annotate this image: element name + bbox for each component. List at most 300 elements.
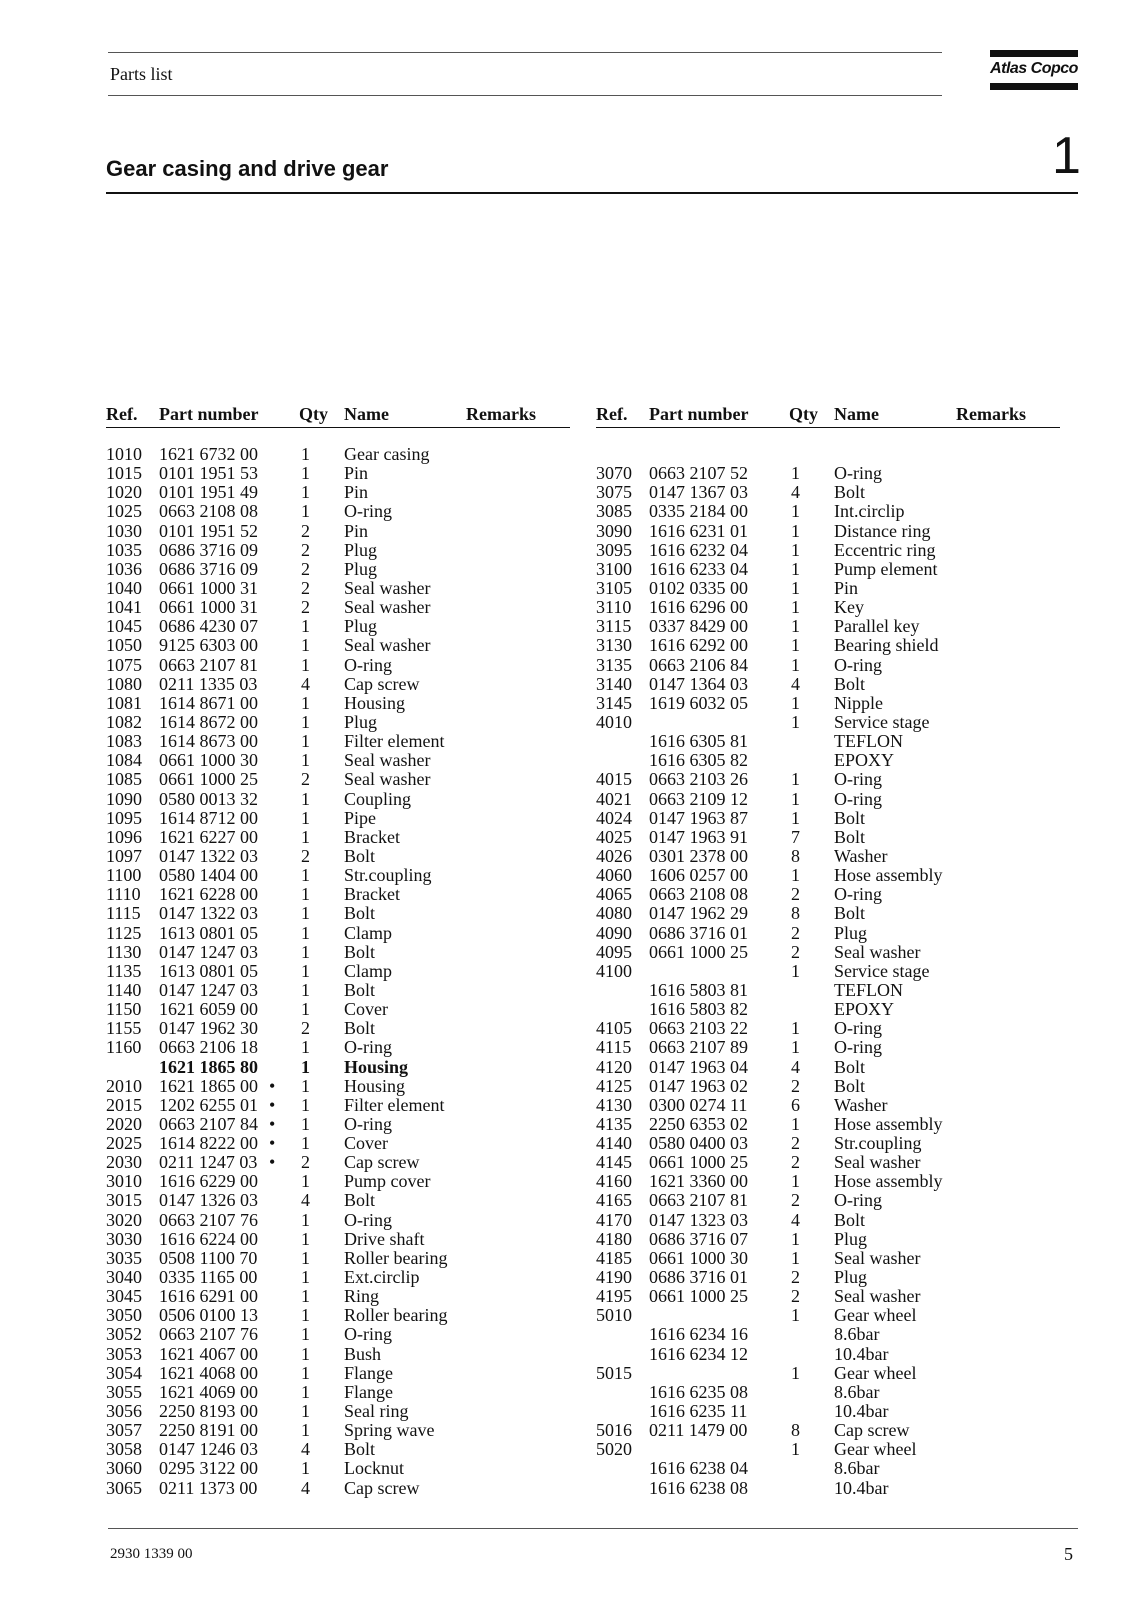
table-row [106,617,586,636]
cell-name: Pin [344,482,369,503]
cell-part-number: 0661 1000 31 [159,577,258,598]
cell-qty: 1 [301,750,310,771]
cell-part-number: 0663 2107 81 [649,1190,748,1211]
cell-ref: 3140 [596,673,632,694]
cell-name: EPOXY [834,750,895,771]
cell-part-number: 1616 6305 82 [649,750,748,771]
cell-ref: 1084 [106,750,142,771]
cell-ref: 4105 [596,1018,632,1039]
table-row [106,1019,586,1038]
cell-name: Locknut [344,1458,404,1479]
cell-part-number: 0580 1404 00 [159,865,258,886]
cell-part-number: 0147 1367 03 [649,482,748,503]
cell-qty: 1 [791,501,800,522]
table-row [106,464,586,483]
cell-ref: 2025 [106,1133,142,1154]
cell-name: Plug [344,558,378,579]
cell-ref: 3100 [596,558,632,579]
table-row [596,1345,1076,1364]
cell-part-number: 0661 1000 25 [649,1152,748,1173]
cell-name: 10.4bar [834,1343,889,1364]
table-row [596,1077,1076,1096]
cell-part-number: 0663 2108 08 [649,884,748,905]
cell-name: Gear wheel [834,1305,917,1326]
table-row [596,847,1076,866]
cell-name: Pin [344,463,369,484]
cell-ref: 1080 [106,673,142,694]
cell-part-number: 0147 1326 03 [159,1190,258,1211]
table-row [596,656,1076,675]
cell-ref: 2020 [106,1113,142,1134]
cell-ref: 4165 [596,1190,632,1211]
cell-part-number: 1616 5803 82 [649,999,748,1020]
table-row [106,732,586,751]
cell-part-number: 1616 6229 00 [159,1171,258,1192]
cell-ref: 3135 [596,654,632,675]
cell-ref: 3015 [106,1190,142,1211]
cell-part-number: 0663 2106 18 [159,1037,258,1058]
cell-name: Plug [344,711,378,732]
table-row [596,866,1076,885]
cell-part-number: 0661 1000 31 [159,597,258,618]
cell-name: Plug [834,1267,868,1288]
cell-qty: 2 [301,845,310,866]
cell-name: Plug [344,539,378,560]
header-bottom-rule [108,95,942,96]
cell-ref: 1140 [106,979,142,1000]
cell-name: Bolt [834,903,866,924]
cell-name: Str.coupling [344,865,432,886]
cell-ref: 4100 [596,960,632,981]
cell-qty: 4 [301,1477,310,1498]
cell-name: O-ring [344,1324,392,1345]
table-row [106,790,586,809]
cell-ref: 3105 [596,577,632,598]
cell-qty: 7 [791,826,800,847]
cell-ref: 4120 [596,1056,632,1077]
cell-qty: 1 [301,826,310,847]
table-row [106,1134,586,1153]
cell-name: Cap screw [834,1420,910,1441]
cell-ref: 4090 [596,922,632,943]
table-row [596,1383,1076,1402]
table-row [106,885,586,904]
cell-part-number: 1613 0801 05 [159,922,258,943]
cell-part-number: 0686 3716 09 [159,558,258,579]
table-row [596,1172,1076,1191]
cell-qty: 1 [791,654,800,675]
table-row [106,1230,586,1249]
cell-name: Parallel key [834,616,920,637]
cell-name: Seal ring [344,1401,409,1422]
cell-name: O-ring [344,1209,392,1230]
cell-name: Seal washer [834,941,921,962]
cell-ref: 1082 [106,711,142,732]
cell-qty: 1 [791,1362,800,1383]
cell-qty: 1 [301,941,310,962]
cell-ref: 3030 [106,1228,142,1249]
cell-ref: 1025 [106,501,142,522]
table-row [106,579,586,598]
cell-name: Bracket [344,826,400,847]
cell-ref: 2030 [106,1152,142,1173]
cell-qty: 1 [301,1324,310,1345]
cell-ref: 4195 [596,1286,632,1307]
cell-name: Seal washer [834,1286,921,1307]
cell-qty: 1 [791,769,800,790]
cell-qty: 1 [301,1286,310,1307]
cell-ref: 1041 [106,597,142,618]
cell-part-number: 0663 2107 52 [649,463,748,484]
cell-qty: 1 [301,1056,310,1077]
cell-qty: 2 [791,922,800,943]
cell-part-number: 1616 6291 00 [159,1286,258,1307]
cell-ref: 3075 [596,482,632,503]
cell-ref: 3065 [106,1477,142,1498]
cell-name: Bolt [344,903,376,924]
cell-qty: 4 [301,673,310,694]
cell-part-number: 0147 1247 03 [159,941,258,962]
cell-name: Roller bearing [344,1305,448,1326]
table-row [106,1421,586,1440]
cell-name: Ring [344,1286,380,1307]
cell-qty: 1 [791,463,800,484]
left-header-ref: Ref. [106,404,138,424]
cell-part-number: 1619 6032 05 [649,692,748,713]
footer-rule [108,1528,1078,1529]
cell-qty: 1 [301,1381,310,1402]
cell-part-number: 0661 1000 25 [159,769,258,790]
table-row [596,1115,1076,1134]
left-parts-table [106,445,586,1498]
cell-part-number: 1614 8672 00 [159,711,258,732]
cell-qty: 2 [791,1133,800,1154]
cell-ref: 3040 [106,1267,142,1288]
cell-part-number: 0101 1951 53 [159,463,258,484]
cell-name: TEFLON [834,979,903,1000]
cell-part-number: 0147 1962 30 [159,1018,258,1039]
cell-ref: 1090 [106,788,142,809]
table-row [596,636,1076,655]
cell-part-number: 0661 1000 25 [649,941,748,962]
cell-name: Service stage [834,960,930,981]
cell-part-number: 1616 6234 12 [649,1343,748,1364]
left-header-name: Name [344,404,389,424]
cell-qty: 1 [301,1458,310,1479]
table-row [596,1191,1076,1210]
cell-qty: 1 [791,635,800,656]
cell-qty: 1 [301,1228,310,1249]
cell-part-number: 1614 8671 00 [159,692,258,713]
cell-part-number: 0147 1963 04 [649,1056,748,1077]
table-row [106,1115,586,1134]
cell-name: Pin [834,577,859,598]
cell-name: Bolt [344,845,376,866]
table-row [106,1402,586,1421]
right-header-remarks: Remarks [956,404,1026,424]
cell-name: Housing [344,1075,406,1096]
cell-name: Bolt [834,1209,866,1230]
cell-part-number: 0663 2103 22 [649,1018,748,1039]
cell-ref: 1050 [106,635,142,656]
cell-name: O-ring [834,1018,882,1039]
logo-wordmark: Atlas Copco [990,60,1078,77]
cell-qty: 1 [301,1075,310,1096]
cell-ref: 5016 [596,1420,632,1441]
table-row [596,1325,1076,1344]
cell-ref: 4095 [596,941,632,962]
table-row [596,617,1076,636]
cell-qty: 1 [301,1362,310,1383]
cell-ref: 3010 [106,1171,142,1192]
cell-qty: 2 [301,577,310,598]
table-row [106,675,586,694]
cell-name: Cap screw [344,673,420,694]
table-row [596,1230,1076,1249]
cell-ref: 4125 [596,1075,632,1096]
cell-part-number: 1616 6292 00 [649,635,748,656]
cell-name: Clamp [344,960,392,981]
cell-ref: 3052 [106,1324,142,1345]
table-row [596,790,1076,809]
table-row [596,1459,1076,1478]
cell-part-number: 0101 1951 49 [159,482,258,503]
cell-part-number: 0663 2107 76 [159,1324,258,1345]
table-row [106,1038,586,1057]
cell-qty: 1 [301,692,310,713]
right-header-name: Name [834,404,879,424]
cell-ref: 1083 [106,731,142,752]
cell-ref: 3070 [596,463,632,484]
cell-qty: 1 [791,1171,800,1192]
left-header-rule [106,427,570,428]
cell-name: 8.6bar [834,1324,880,1345]
table-row [596,1134,1076,1153]
cell-name: Filter element [344,731,445,752]
cell-name: Int.circlip [834,501,905,522]
table-row [596,675,1076,694]
cell-qty: 1 [301,711,310,732]
cell-name: Bolt [834,1056,866,1077]
cell-part-number: 0211 1335 03 [159,673,258,694]
chapter-number: 1 [1052,127,1081,185]
table-row [106,1058,586,1077]
cell-ref: 5020 [596,1439,632,1460]
cell-part-number: 1621 6059 00 [159,999,258,1020]
table-row [106,924,586,943]
cell-qty: 1 [301,884,310,905]
table-row [596,1364,1076,1383]
cell-qty: 1 [791,558,800,579]
cell-name: O-ring [834,788,882,809]
cell-part-number: 0663 2106 84 [649,654,748,675]
cell-qty: 1 [791,539,800,560]
cell-part-number: 0663 2107 84 [159,1113,258,1134]
cell-name: Bolt [344,979,376,1000]
cell-ref: 4065 [596,884,632,905]
table-row [106,502,586,521]
table-row [596,445,1076,464]
cell-name: Distance ring [834,520,931,541]
cell-part-number: 0211 1479 00 [649,1420,748,1441]
cell-part-number: 1616 6232 04 [649,539,748,560]
cell-ref: 1160 [106,1037,142,1058]
cell-name: Bolt [834,482,866,503]
cell-qty: 2 [791,1286,800,1307]
cell-qty: 1 [791,597,800,618]
cell-qty: 1 [301,1247,310,1268]
cell-qty: 1 [791,1228,800,1249]
cell-marker: • [269,1094,276,1115]
cell-part-number: 0102 0335 00 [649,577,748,598]
cell-part-number: 0147 1247 03 [159,979,258,1000]
cell-qty: 1 [301,654,310,675]
cell-ref: 3035 [106,1247,142,1268]
cell-qty: 1 [791,577,800,598]
table-row [106,809,586,828]
table-row [106,1306,586,1325]
cell-name: TEFLON [834,731,903,752]
cell-part-number: 0101 1951 52 [159,520,258,541]
table-row [596,1058,1076,1077]
table-row [106,694,586,713]
cell-name: Plug [834,922,868,943]
cell-ref: 3050 [106,1305,142,1326]
cell-part-number: 2250 8193 00 [159,1401,258,1422]
table-row [106,1153,586,1172]
cell-name: Seal washer [834,1247,921,1268]
table-row [596,924,1076,943]
cell-part-number: 0335 2184 00 [649,501,748,522]
cell-marker: • [269,1075,276,1096]
table-row [106,981,586,1000]
cell-qty: 1 [301,788,310,809]
cell-part-number: 1616 6234 16 [649,1324,748,1345]
cell-name: Cover [344,1133,388,1154]
table-row [596,904,1076,923]
cell-qty: 1 [791,1439,800,1460]
cell-part-number: 1621 6732 00 [159,444,258,464]
cell-name: Bolt [344,1190,376,1211]
table-row [106,1440,586,1459]
cell-qty: 1 [301,616,310,637]
table-row [596,962,1076,981]
right-header-ref: Ref. [596,404,628,424]
right-header-qty: Qty [789,404,818,424]
cell-part-number: 0147 1364 03 [649,673,748,694]
cell-name: Bolt [834,673,866,694]
cell-ref: 3115 [596,616,632,637]
cell-qty: 1 [301,1133,310,1154]
cell-part-number: 0661 1000 30 [649,1247,748,1268]
cell-name: Plug [834,1228,868,1249]
cell-name: O-ring [834,654,882,675]
cell-qty: 4 [791,482,800,503]
cell-qty: 8 [791,845,800,866]
cell-name: Ext.circlip [344,1267,420,1288]
table-row [596,1287,1076,1306]
cell-ref: 1100 [106,865,142,886]
section-title: Gear casing and drive gear [106,156,389,181]
cell-qty: 8 [791,1420,800,1441]
table-row [106,445,586,464]
cell-qty: 1 [301,1305,310,1326]
cell-part-number: 0686 3716 01 [649,922,748,943]
cell-ref: 1081 [106,692,142,713]
cell-name: Gear casing [344,444,430,464]
cell-part-number: 0147 1246 03 [159,1439,258,1460]
table-row [596,1402,1076,1421]
cell-qty: 2 [791,884,800,905]
cell-part-number: 1621 3360 00 [649,1171,748,1192]
cell-qty: 1 [791,1037,800,1058]
cell-name: Pin [344,520,369,541]
cell-part-number: 1621 4067 00 [159,1343,258,1364]
cell-name: 10.4bar [834,1401,889,1422]
cell-qty: 1 [791,711,800,732]
cell-ref: 1045 [106,616,142,637]
cell-qty: 1 [301,1037,310,1058]
cell-qty: 2 [301,539,310,560]
cell-marker: • [269,1133,276,1154]
table-row [106,1172,586,1191]
table-row [596,770,1076,789]
cell-name: Flange [344,1381,393,1402]
cell-ref: 1010 [106,444,142,464]
cell-part-number: 0580 0013 32 [159,788,258,809]
cell-qty: 1 [791,960,800,981]
left-header-remarks: Remarks [466,404,536,424]
cell-qty: 2 [301,597,310,618]
table-row [596,483,1076,502]
cell-name: 10.4bar [834,1477,889,1498]
cell-name: Housing [344,692,406,713]
cell-qty: 1 [301,482,310,503]
cell-part-number: 1616 6224 00 [159,1228,258,1249]
table-row [596,1019,1076,1038]
cell-name: Gear wheel [834,1362,917,1383]
table-row [106,713,586,732]
table-row [596,943,1076,962]
table-row [106,1096,586,1115]
table-row [596,502,1076,521]
cell-ref: 3130 [596,635,632,656]
cell-ref: 4180 [596,1228,632,1249]
cell-ref: 1130 [106,941,142,962]
cell-part-number: 1621 1865 00 [159,1075,258,1096]
cell-qty: 4 [301,1190,310,1211]
cell-qty: 4 [791,1209,800,1230]
right-header-rule [596,427,1060,428]
left-header-part-number: Part number [159,404,259,424]
table-row [106,483,586,502]
table-row [596,828,1076,847]
cell-ref: 3095 [596,539,632,560]
cell-ref: 1035 [106,539,142,560]
cell-qty: 1 [791,616,800,637]
cell-part-number: 0686 3716 09 [159,539,258,560]
table-row [106,656,586,675]
cell-part-number: 0337 8429 00 [649,616,748,637]
cell-part-number: 0661 1000 25 [649,1286,748,1307]
cell-part-number: 1616 6235 11 [649,1401,748,1422]
table-row [106,1268,586,1287]
cell-part-number: 0506 0100 13 [159,1305,258,1326]
cell-ref: 3090 [596,520,632,541]
cell-qty: 1 [791,1113,800,1134]
cell-part-number: 0508 1100 70 [159,1247,258,1268]
cell-ref: 3085 [596,501,632,522]
